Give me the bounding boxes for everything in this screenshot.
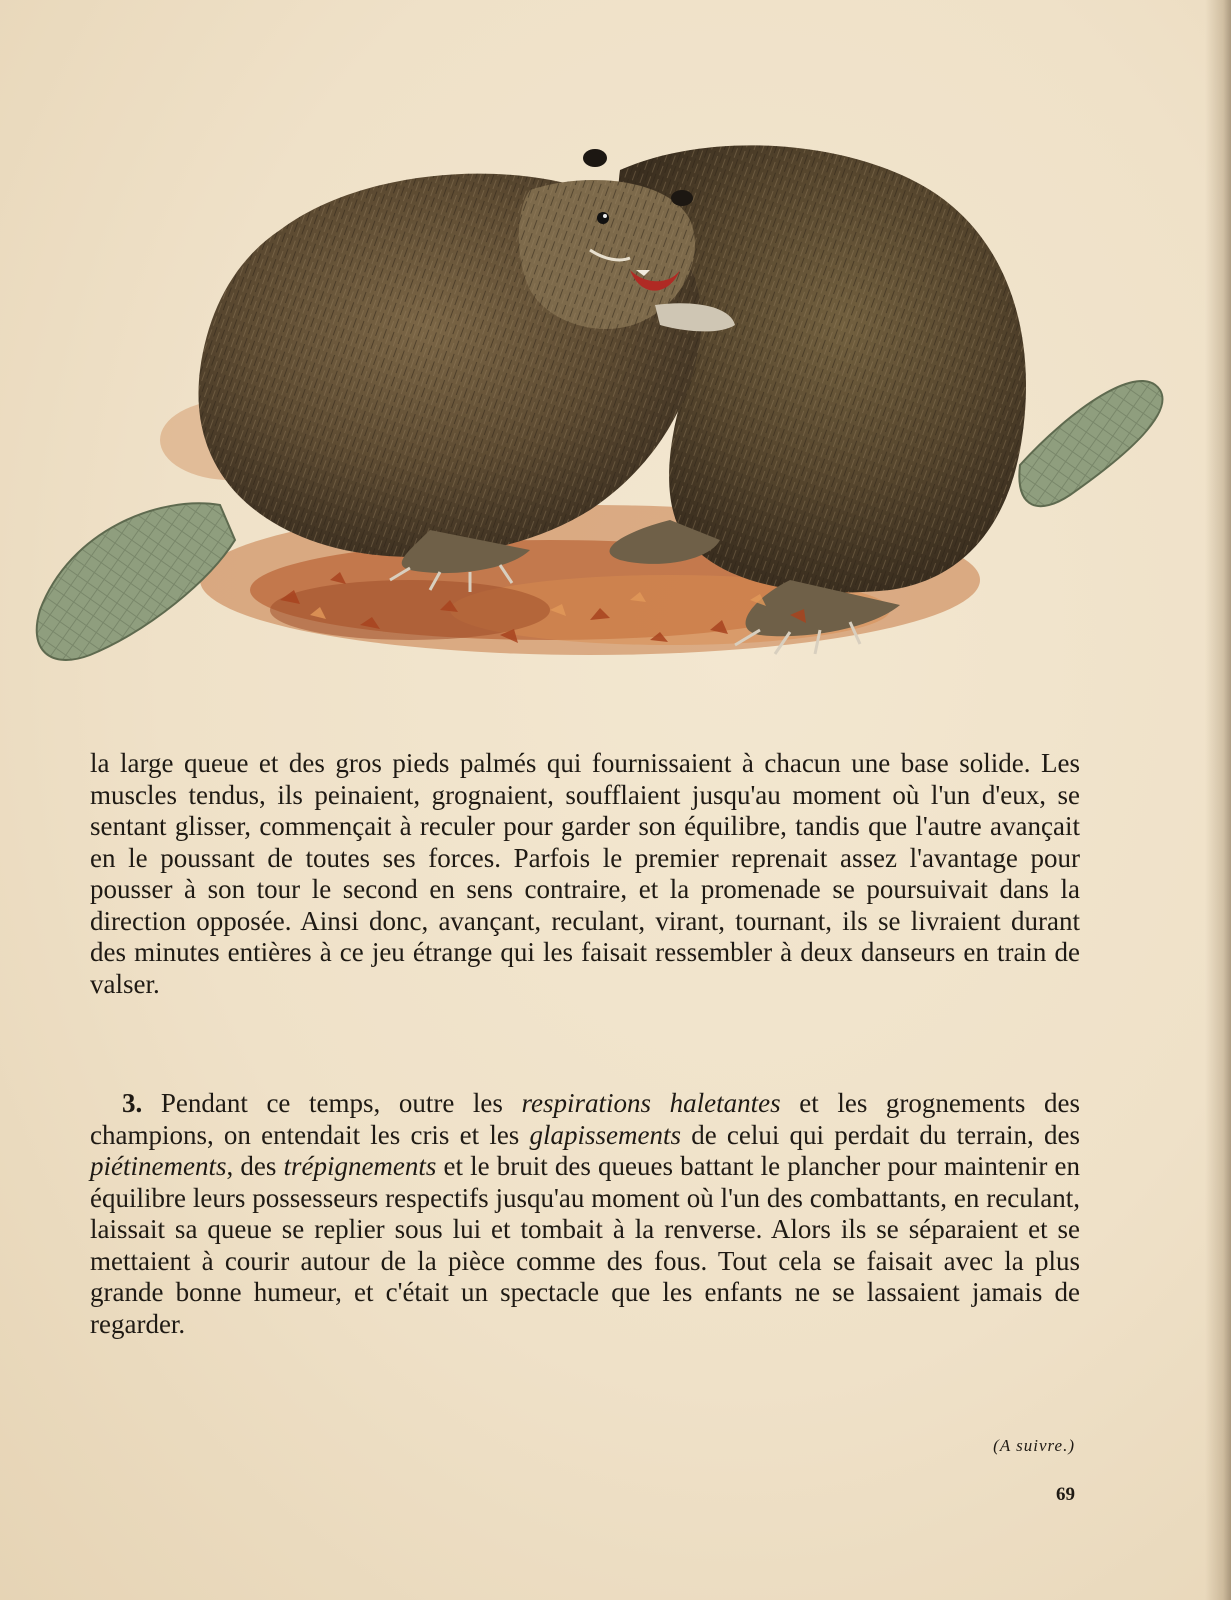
paragraph-2-seg-5: et le bruit des queues battant le plancher pour maintenir en équilibre leurs possesseurs respectifs jusqu'au moment où l'un des combattants, en reculant, laissait sa queue se replier sous lui et tombait à la renverse. Alors ils se séparaient et se mettaient à courir autour de la pièce comme des fous. Tout cela se faisait avec la plus grande bonne humeur, et c'était un spectacle que les enfants ne se lassaient jamais de regarder. xyxy=(90,1151,1080,1339)
paragraph-2 xyxy=(90,1088,1080,1340)
paragraph-1 xyxy=(90,748,1080,1000)
page-edge-shadow xyxy=(1205,0,1231,1600)
paragraph-2-seg-2: et les grognements des champions, on entendait les cris et les xyxy=(90,1088,1080,1150)
beavers-illustration xyxy=(30,110,1180,700)
paragraph-2-seg-3: de celui qui perdait du terrain, des xyxy=(681,1119,1080,1150)
paragraph-2-italic-1: respirations haletantes xyxy=(521,1088,781,1118)
paragraph-2-seg-1: Pendant ce temps, outre les xyxy=(142,1088,522,1118)
paragraph-number: 3. xyxy=(122,1088,143,1118)
page-number: 69 xyxy=(1056,1484,1075,1505)
paragraph-2-italic-2: glapissements xyxy=(529,1119,682,1150)
paragraph-1-text: la large queue et des gros pieds palmés qui fournissaient à chacun une base solide. Les muscles tendus, ils peinaient, grognaient, soufflaient jusqu'au moment où l'un d'eux, se sentant glisser, commençait à reculer pour garder son équilibre, tandis que l'autre avançait en le poussant de toutes ses forces. Parfois le premier reprenait assez l'avantage pour pousser à son tour le second en sens contraire, et la promenade se poursuivait dans la direction opposée. Ainsi donc, avançant, reculant, virant, tournant, ils se livraient durant des minutes entières à ce jeu étrange qui les faisait ressembler à deux danseurs en train de valser. xyxy=(90,748,1080,999)
paragraph-2-seg-4: , des xyxy=(226,1151,284,1181)
continuation-note: (A suivre.) xyxy=(993,1436,1075,1455)
paragraph-2-italic-4: trépignements xyxy=(283,1151,437,1181)
right-beaver-tail xyxy=(1019,381,1162,506)
paragraph-2-italic-3: piétinements xyxy=(90,1151,227,1181)
